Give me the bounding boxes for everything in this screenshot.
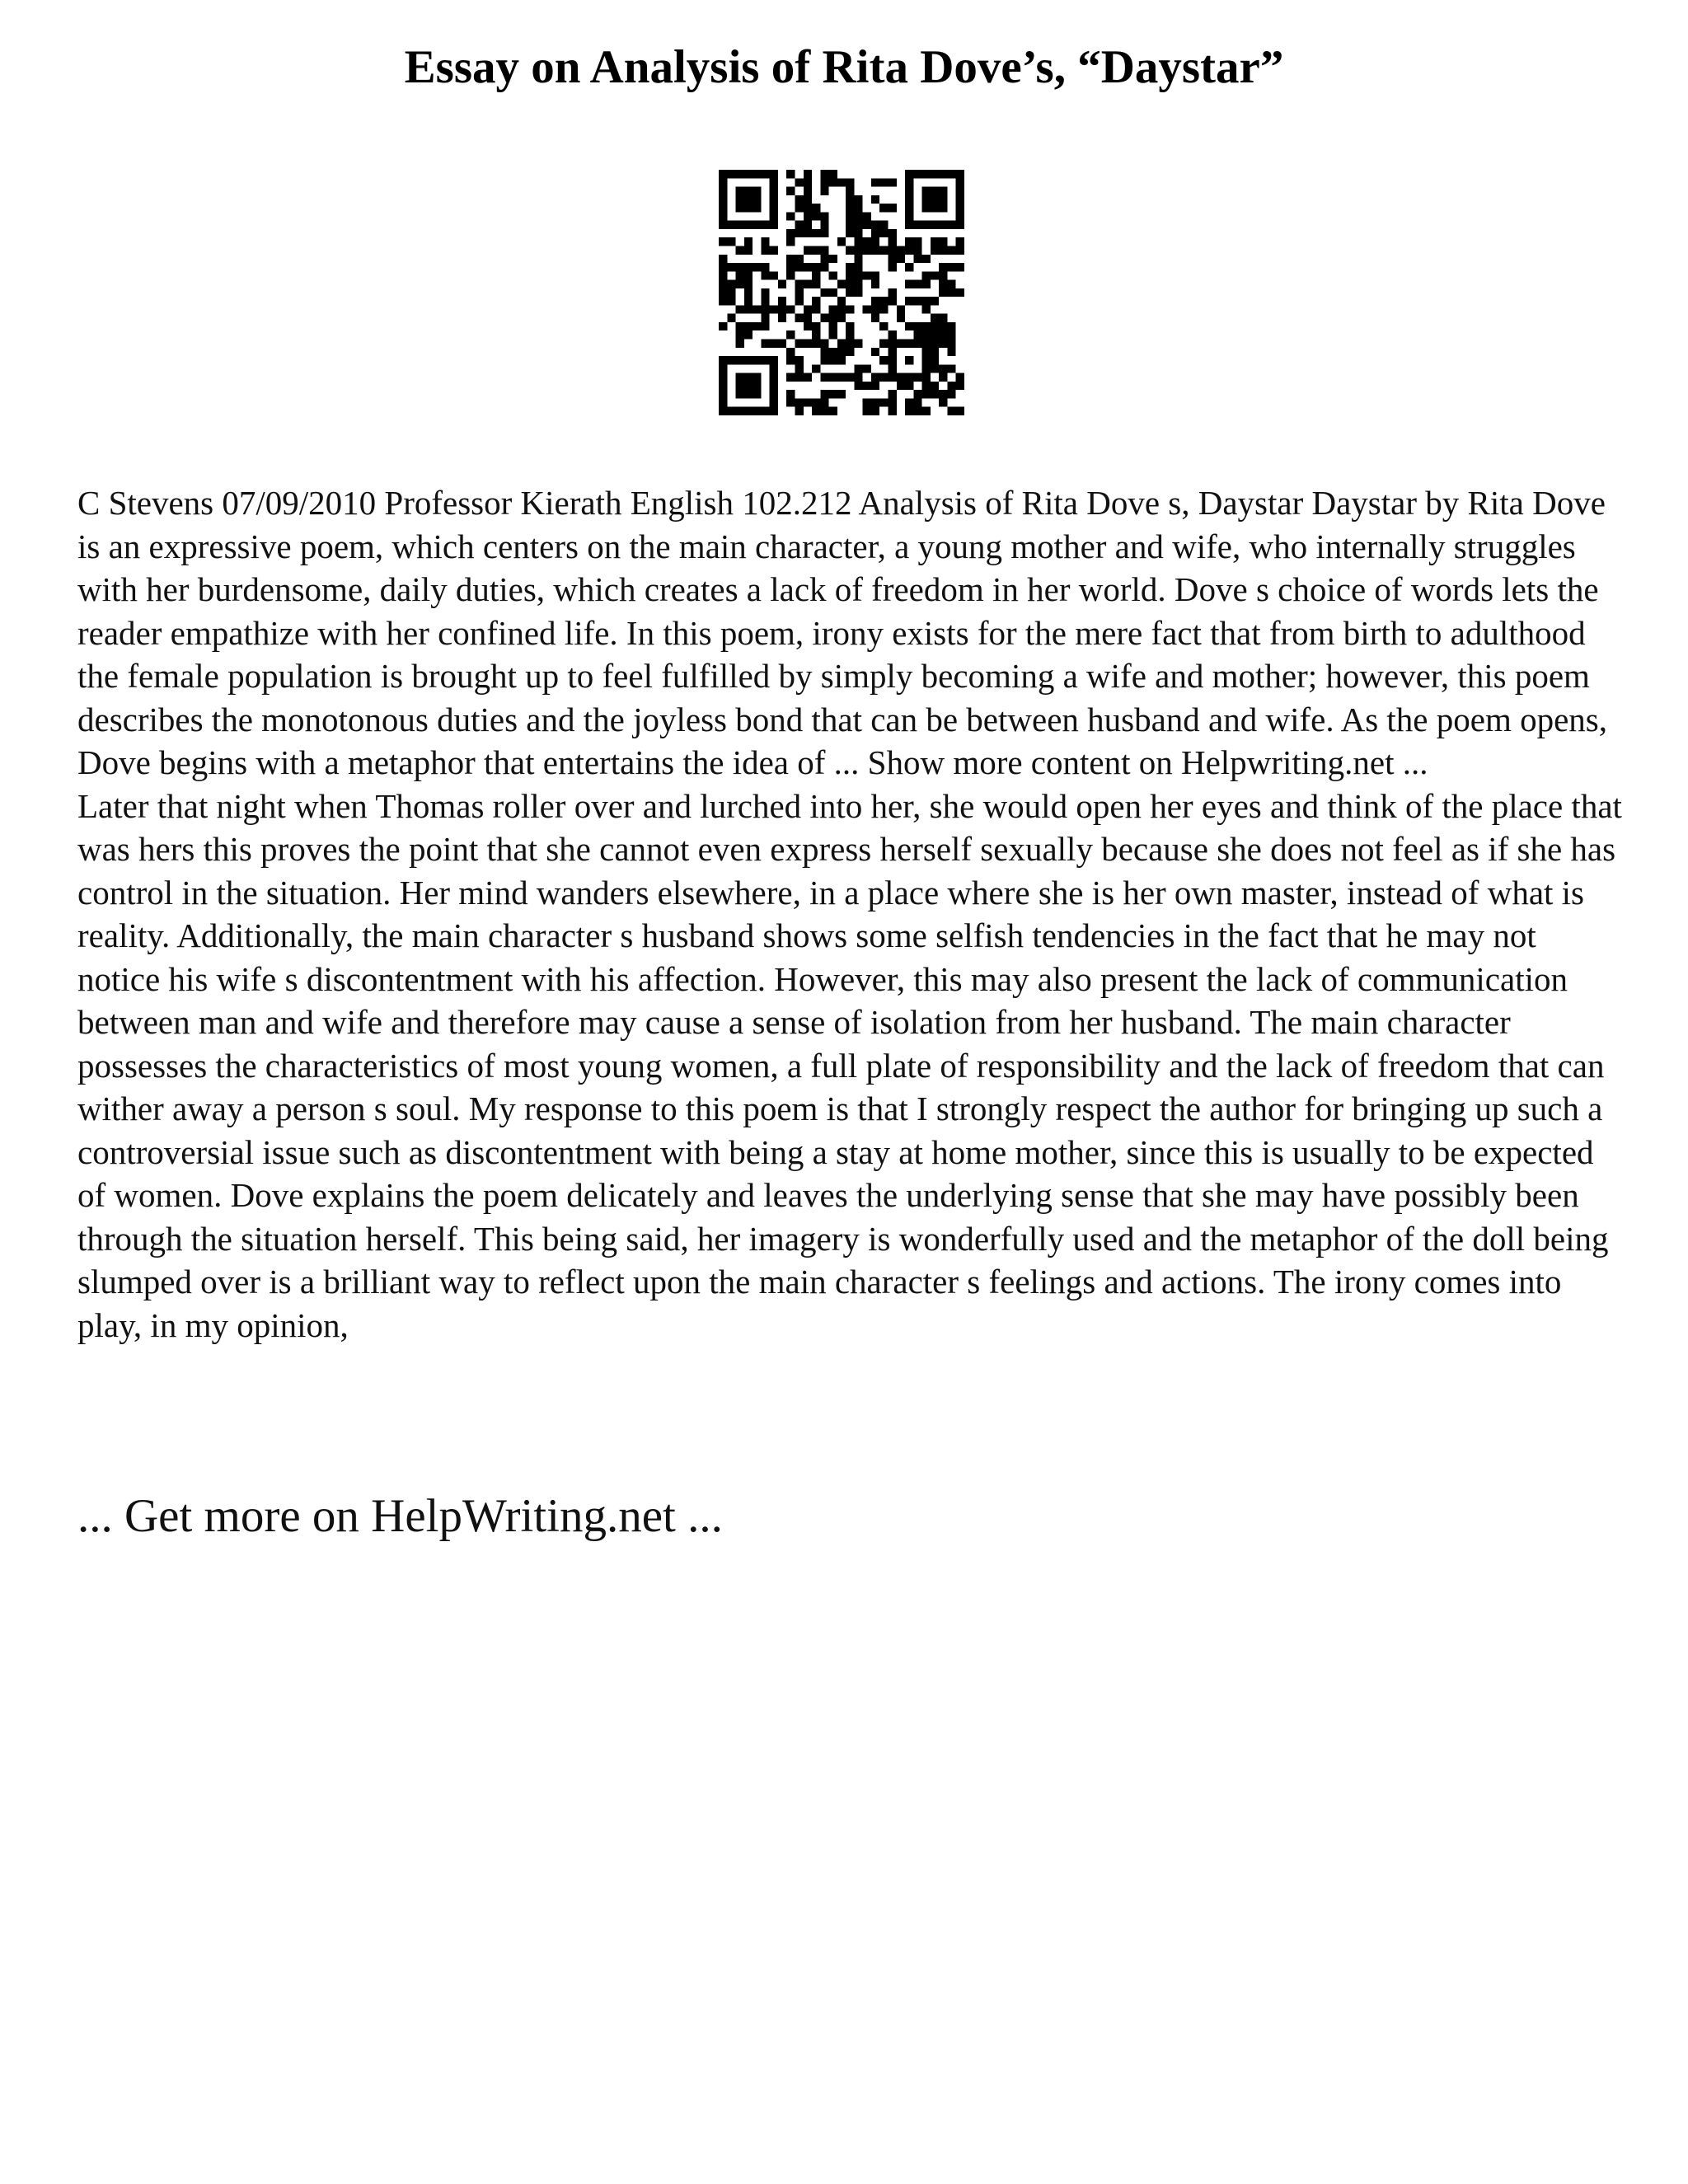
qr-code-icon[interactable] bbox=[719, 170, 964, 415]
essay-paragraph: C Stevens 07/09/2010 Professor Kierath English 102.212 Analysis of Rita Dove s, Daystar Daystar by Rita Dove is an expressive poem, which centers on the main character, a young mother and wife, who internally struggles with her burdensome, daily duties, which creates a lack of freedom in her world. Dove s choice of words lets the reader empathize with her confined life. In this poem, irony exists for the mere fact that from birth to adulthood the female population is brought up to feel fulfilled by simply becoming a wife and mother; however, this poem describes the monotonous duties and the joyless bond that can be between husband and wife. As the poem opens, Dove begins with a metaphor that entertains the idea of ... Show more content on Helpwriting.net ... bbox=[77, 484, 1607, 781]
essay-body bbox=[77, 481, 1627, 1347]
get-more-link[interactable]: ... Get more on HelpWriting.net ... bbox=[77, 1490, 723, 1542]
document-title: Essay on Analysis of Rita Dove’s, “Daystar” bbox=[404, 41, 1284, 93]
essay-paragraph: Later that night when Thomas roller over and lurched into her, she would open her eyes and think of the place that was hers this proves the point that she cannot even express herself sexually because she does not feel as if she has control in the situation. Her mind wanders elsewhere, in a place where she is her own master, instead of what is reality. Additionally, the main character s husband shows some selfish tendencies in the fact that he may not notice his wife s discontentment with his affection. However, this may also present the lack of communication between man and wife and therefore may cause a sense of isolation from her husband. The main character possesses the characteristics of most young women, a full plate of responsibility and the lack of freedom that can wither away a person s soul. My response to this poem is that I strongly respect the author for bringing up such a controversial issue such as discontentment with being a stay at home mother, since this is usually to be expected of women. Dove explains the poem delicately and leaves the underlying sense that she may have possibly been through the situation herself. This being said, her imagery is wonderfully used and the metaphor of the doll being slumped over is a brilliant way to reflect upon the main character s feelings and actions. The irony comes into play, in my opinion, bbox=[77, 786, 1622, 1344]
